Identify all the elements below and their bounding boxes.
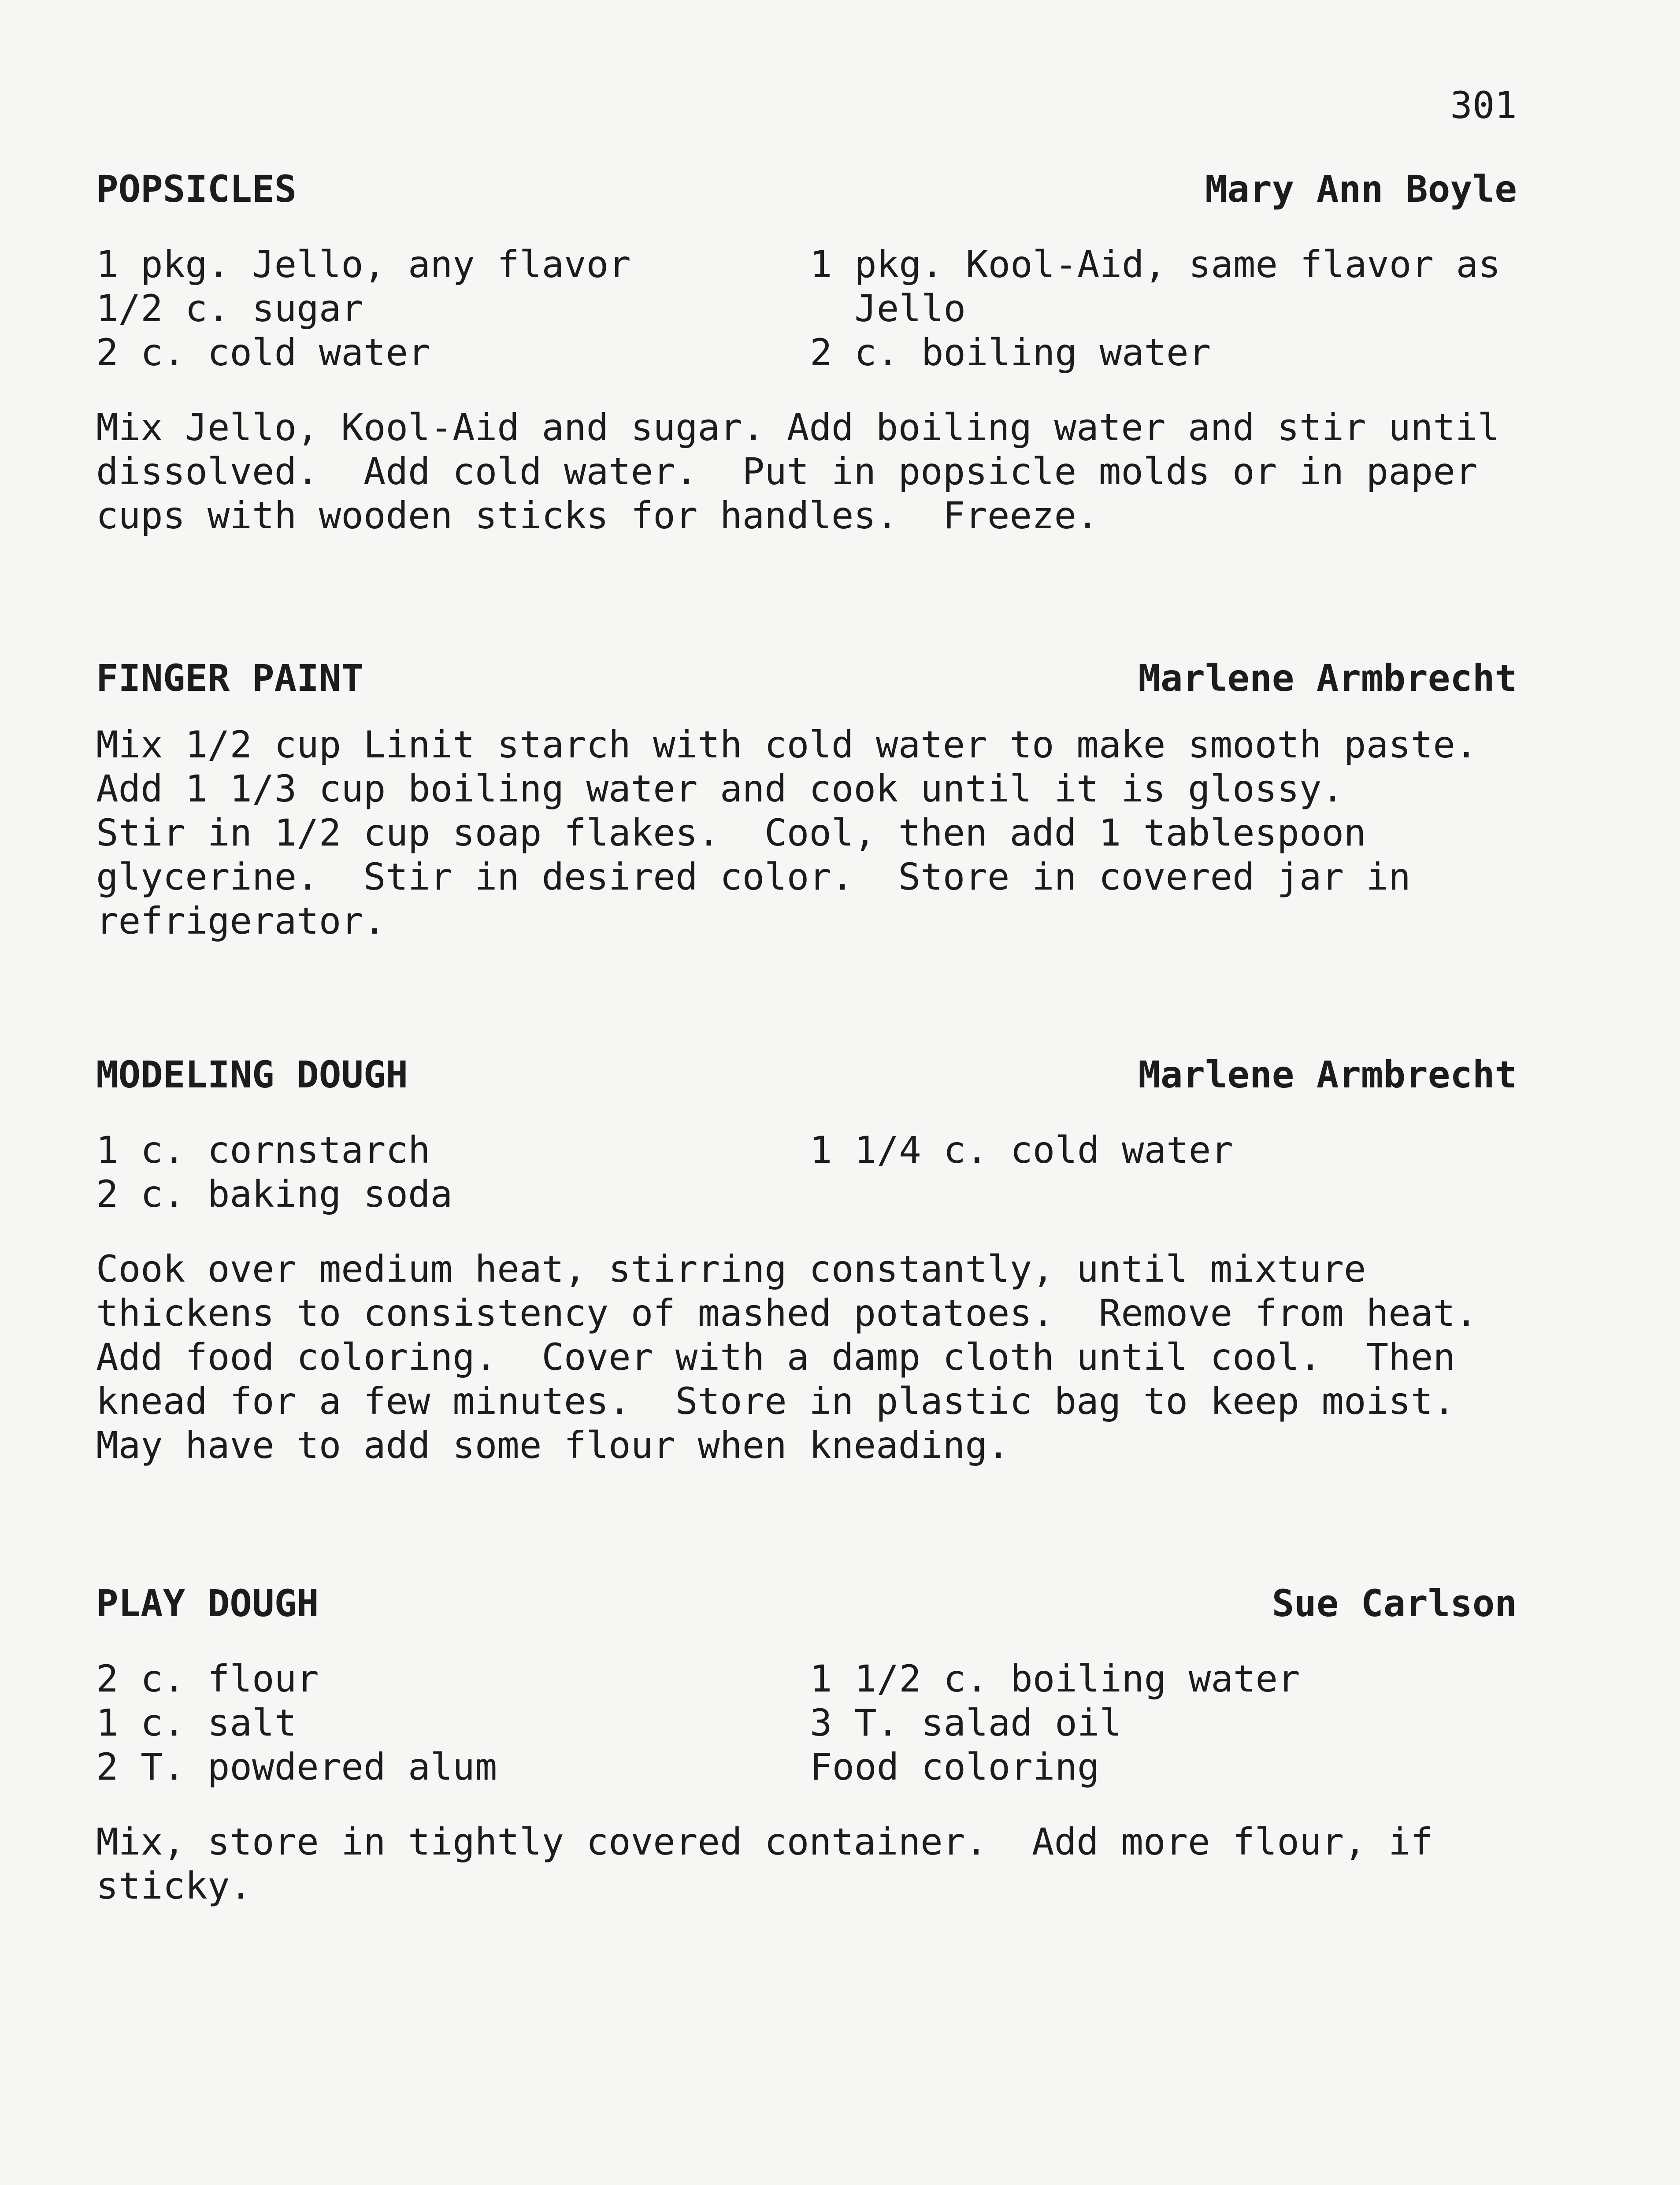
recipe-title: PLAY DOUGH bbox=[96, 1582, 319, 1625]
recipe-title: POPSICLES bbox=[96, 167, 297, 211]
ingredient-column-left bbox=[96, 242, 810, 375]
ingredient: 2 c. baking soda bbox=[96, 1172, 453, 1216]
ingredient: 2 c. boiling water bbox=[810, 331, 1211, 374]
recipe-header bbox=[96, 1582, 1517, 1630]
recipe-play-dough bbox=[96, 1582, 1517, 1908]
recipe-author: Marlene Armbrecht bbox=[1138, 657, 1517, 700]
recipe-title: FINGER PAINT bbox=[96, 657, 363, 700]
ingredient: 1 c. salt bbox=[96, 1701, 297, 1744]
ingredient-column-left bbox=[96, 1657, 810, 1789]
recipe-directions: Mix, store in tightly covered container. Add more flour, if sticky. bbox=[96, 1820, 1433, 1907]
recipe-author: Mary Ann Boyle bbox=[1205, 167, 1517, 211]
ingredient: 1 1/4 c. cold water bbox=[810, 1128, 1233, 1172]
recipe-header bbox=[96, 657, 1517, 705]
recipe-directions: Cook over medium heat, stirring constantly, until mixture thickens to consistency of mashed potatoes. Remove from heat. Add food coloring. Cover with a damp cloth until cool. Then knead for a few minutes. Store in plastic bag to keep moist. May have to add some flour when kneading. bbox=[96, 1247, 1478, 1467]
ingredient-list bbox=[96, 1657, 1517, 1789]
ingredient-list bbox=[96, 242, 1517, 375]
ingredient: 1 c. cornstarch bbox=[96, 1128, 430, 1172]
ingredient: 2 T. powdered alum bbox=[96, 1745, 497, 1788]
ingredient-list bbox=[96, 1128, 1517, 1216]
page-number: 301 bbox=[1450, 84, 1517, 127]
recipe-popsicles bbox=[96, 167, 1517, 538]
ingredient: 2 c. flour bbox=[96, 1657, 319, 1700]
ingredient: Food coloring bbox=[810, 1745, 1100, 1788]
ingredient: 2 c. cold water bbox=[96, 331, 430, 374]
recipe-header bbox=[96, 167, 1517, 216]
ingredient: Jello bbox=[810, 287, 966, 330]
ingredient-column-right bbox=[810, 1128, 1515, 1216]
recipe-author: Marlene Armbrecht bbox=[1138, 1053, 1517, 1096]
recipe-finger-paint bbox=[96, 657, 1517, 943]
ingredient: 1 pkg. Jello, any flavor bbox=[96, 243, 631, 286]
ingredient: 1 1/2 c. boiling water bbox=[810, 1657, 1300, 1700]
ingredient: 3 T. salad oil bbox=[810, 1701, 1122, 1744]
recipe-modeling-dough bbox=[96, 1053, 1517, 1467]
recipe-title: MODELING DOUGH bbox=[96, 1053, 408, 1096]
ingredient: 1 pkg. Kool-Aid, same flavor as bbox=[810, 243, 1501, 286]
ingredient-column-right bbox=[810, 1657, 1515, 1789]
recipe-directions: Mix Jello, Kool-Aid and sugar. Add boiling water and stir until dissolved. Add cold water. Put in popsicle molds or in paper cups with wooden sticks for handles. Freeze. bbox=[96, 406, 1500, 537]
ingredient-column-right bbox=[810, 242, 1515, 375]
recipe-author: Sue Carlson bbox=[1272, 1582, 1517, 1625]
recipe-directions: Mix 1/2 cup Linit starch with cold water to make smooth paste. Add 1 1/3 cup boiling water and cook until it is glossy. Stir in 1/2 cup soap flakes. Cool, then add 1 tablespoon glycerine. Stir in desired color. Store in covered jar in refrigerator. bbox=[96, 723, 1478, 942]
ingredient-column-left bbox=[96, 1128, 810, 1216]
recipe-header bbox=[96, 1053, 1517, 1102]
ingredient: 1/2 c. sugar bbox=[96, 287, 363, 330]
